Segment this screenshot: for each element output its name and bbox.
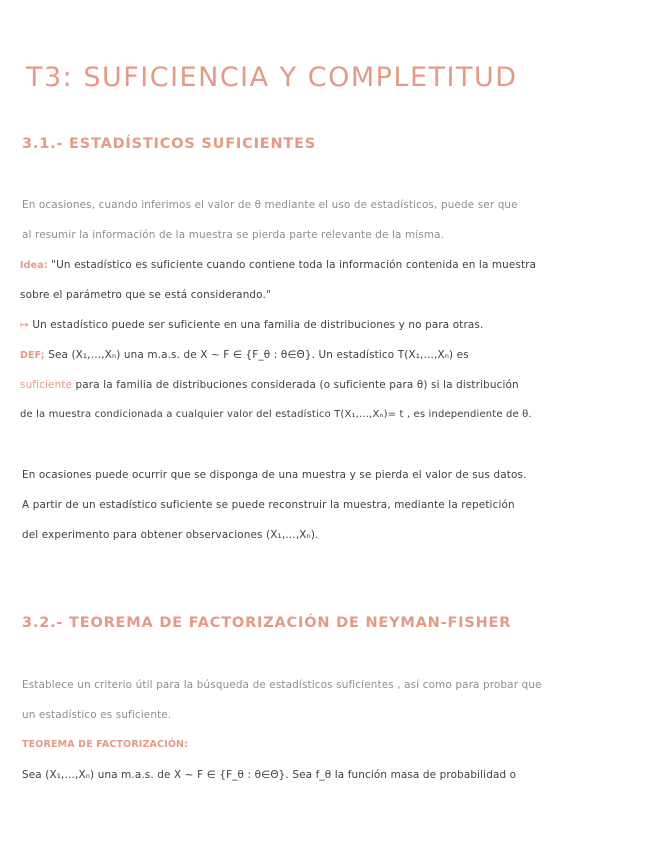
idea-tag: Idea:	[20, 260, 48, 271]
def-tag: DEF;	[20, 350, 45, 361]
definition-line-2	[20, 379, 519, 391]
idea-line-2: sobre el parámetro que se está considerando."	[20, 289, 271, 301]
definition-text-1: Sea (X₁,…,Xₙ) una m.a.s. de X ~ F ∈ {F_θ : θ∈Θ}. Un estadístico T(X₁,…,Xₙ) es	[48, 349, 469, 361]
paragraph-line-1: En ocasiones puede ocurrir que se disponga de una muestra y se pierda el valor de sus datos.	[22, 469, 527, 481]
page-title: T3: SUFICIENCIA Y COMPLETITUD	[26, 62, 518, 93]
paragraph-line-3: del experimento para obtener observaciones (X₁,…,Xₙ).	[22, 529, 319, 541]
idea-line-1	[20, 259, 536, 271]
theorem-line-1: Sea (X₁,…,Xₙ) una m.a.s. de X ~ F ∈ {F_θ : θ∈Θ}. Sea f_θ la función masa de probabilidad o	[22, 769, 517, 781]
idea-text-1: "Un estadístico es suficiente cuando contiene toda la información contenida en la muestra	[51, 259, 537, 271]
definition-text-2: para la familia de distribuciones considerada (o suficiente para θ) si la distribución	[75, 379, 519, 391]
definition-line-3: de la muestra condicionada a cualquier valor del estadístico T(X₁,…,Xₙ)= t , es independiente de θ.	[20, 409, 532, 420]
arrow-note	[20, 319, 483, 331]
theorem-intro-line-2: un estadístico es suficiente.	[22, 709, 172, 721]
paragraph-line-2: A partir de un estadístico suficiente se puede reconstruir la muestra, mediante la repetición	[22, 499, 515, 511]
theorem-tag: TEOREMA DE FACTORIZACIÓN:	[22, 739, 189, 750]
sufficient-keyword: suficiente	[20, 379, 73, 391]
definition-line-1	[20, 349, 469, 361]
intro-line-2: al resumir la información de la muestra se pierda parte relevante de la misma.	[22, 229, 445, 241]
intro-line-1: En ocasiones, cuando inferimos el valor de θ mediante el uso de estadísticos, puede ser que	[22, 199, 518, 211]
maps-to-arrow-icon: ↦	[20, 319, 29, 331]
arrow-note-text: Un estadístico puede ser suficiente en una familia de distribuciones y no para otras.	[32, 319, 484, 331]
section-heading-3-2: 3.2.- TEOREMA DE FACTORIZACIÓN DE NEYMAN-FISHER	[22, 615, 512, 631]
theorem-intro-line-1: Establece un criterio útil para la búsqueda de estadísticos suficientes , así como para probar que	[22, 679, 542, 691]
section-heading-3-1: 3.1.- ESTADÍSTICOS SUFICIENTES	[22, 136, 317, 152]
